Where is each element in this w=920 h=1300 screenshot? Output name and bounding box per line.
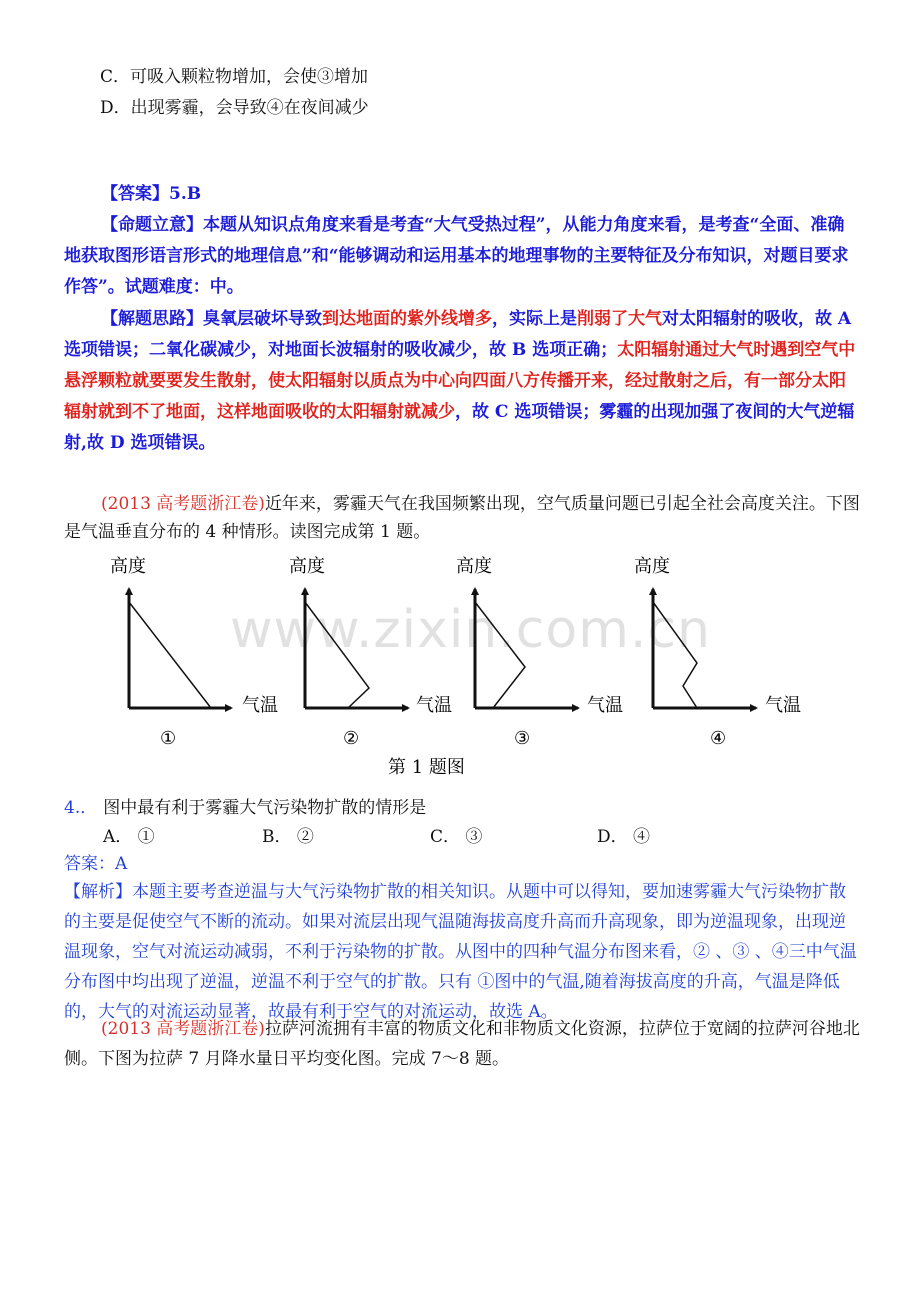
intro-text: 近年来，雾霾天气在我国频繁出现，空气质量问题已引起全社会高度关注。下图是气温垂直分布的 4 种情形。读图完成第 1 题。 [64,494,860,542]
jieti-text-7: ，故 C 选项错误；雾霾的出现加强了夜间的大气逆辐射,故 D 选项错误。 [64,402,855,453]
question-intro [64,490,861,546]
option-c-4: C． ③ [430,827,483,847]
jiexi-label: 【解析】 [64,882,132,902]
x-axis-label-2: 气温 [416,695,452,716]
figure-caption: 第 1 题图 [388,757,465,778]
jieti-label: 【解题思路】 [101,309,203,329]
y-axis-label-1: 高度 [110,556,146,577]
x-axis-label-1: 气温 [242,695,278,716]
option-d-4: D． ④ [597,827,651,847]
jieti-paragraph [64,304,861,459]
next-intro-text: 拉萨河流拥有丰富的物质文化和非物质文化资源，拉萨位于宽阔的拉萨河谷地北侧。下图为拉萨 7 月降水量日平均变化图。完成 7～8 题。 [64,1019,860,1069]
intro-source: (2013 高考题浙江卷) [101,494,265,514]
temperature-curve-3 [475,602,525,708]
option-c: C．可吸入颗粒物增加，会使③增加 [100,67,369,87]
panel-2 [289,556,452,749]
temperature-curve-4 [653,602,697,708]
panel-label-4: ④ [710,728,727,749]
mingti-text: 本题从知识点角度来看是考查“大气受热过程”，从能力角度来看，是考查“全面、准确地获取图形语言形式的地理信息”和“能够调动和运用基本的地理事物的主要特征及分布知识，对题目要求作答”。试题难度：中。 [64,215,849,297]
y-axis-label-3: 高度 [456,556,492,577]
question-4 [64,797,426,819]
jieti-text-2: 到达地面的紫外线增多 [322,309,492,329]
answer-4: 答案：A [64,854,128,874]
jieti-text-5: 对太阳辐射的吸收，故 A 选项错误；二氧化碳减少，对地面长波辐射的吸收减少，故 B 选项正确； [64,309,852,360]
temperature-profile-figure [0,545,920,785]
temperature-curve-2 [305,602,369,708]
x-axis-label-4: 气温 [765,695,801,716]
temperature-curve-1 [129,602,211,708]
panel-label-1: ① [160,728,177,749]
answer-5-label: 【答案】 [101,184,169,204]
jieti-text-1: 臭氧层破坏导致 [203,309,322,329]
next-intro-source: (2013 高考题浙江卷) [101,1019,265,1039]
jieti-text-3: ，实际上是 [492,309,577,329]
answer-5 [101,179,861,210]
jieti-text-6: 太阳辐射通过大气时遇到空气中悬浮颗粒就要要发生散射，使太阳辐射以质点为中心向四面八方传播开来，经过散射之后，有一部分太阳辐射就到不了地面，这样地面吸收的太阳辐射就减少 [64,340,856,422]
question-number: 4.． [64,798,98,818]
mingti-paragraph [64,210,861,303]
mingti-label: 【命题立意】 [101,215,203,235]
next-question-intro [64,1014,861,1074]
option-d: D．出现雾霾，会导致④在夜间减少 [100,98,369,118]
option-a: A． ① [103,827,155,847]
jiexi-text: 本题主要考查逆温与大气污染物扩散的相关知识。从题中可以得知，要加速雾霾大气污染物扩散的主要是促使空气不断的流动。如果对流层出现气温随海拔高度升高而升高现象，即为逆温现象，出现逆温现象，空气对流运动减弱，不利于污染物的扩散。从图中的四种气温分布图来看，② 、③ 、④三中气温分布图中均出现了逆温，逆温不利于空气的扩散。只有 ①图中的气温,随着海拔高度的升高，气温是降低的，大气的对流运动显著，故最有利于空气的对流运动，故选 A。 [64,882,857,1022]
panel-label-2: ② [343,728,360,749]
question-stem: 图中最有利于雾霾大气污染物扩散的情形是 [103,798,427,818]
panel-4 [634,556,801,749]
option-b: B． ② [262,827,314,847]
panel-3 [456,556,623,749]
watermark: www.zixin.com.cn [230,600,711,660]
panel-label-3: ③ [514,728,531,749]
y-axis-label-4: 高度 [634,556,670,577]
jieti-text-4: 削弱了大气 [577,309,662,329]
x-axis-label-3: 气温 [587,695,623,716]
panel-1 [110,556,278,749]
jiexi-paragraph [64,877,861,1027]
answer-5-value: 5.B [169,184,202,204]
y-axis-label-2: 高度 [289,556,325,577]
